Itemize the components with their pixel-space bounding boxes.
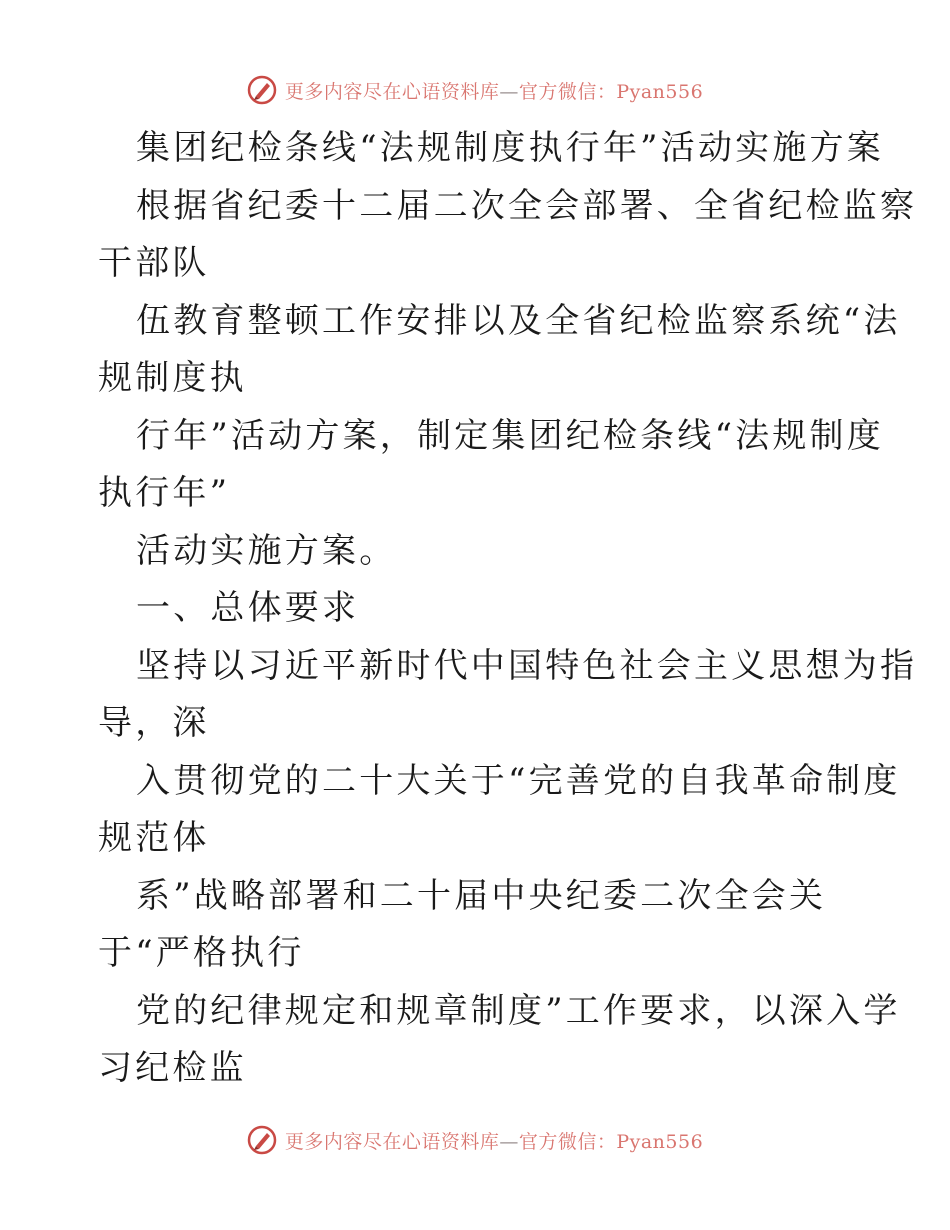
document-line: 规范体 bbox=[98, 818, 210, 858]
document-line: 入贯彻党的二十大关于“完善党的自我革命制度 bbox=[136, 760, 901, 801]
document-body bbox=[98, 120, 918, 1098]
watermark-text: 更多内容尽在心语资料库—官方微信：Pyan556 bbox=[284, 80, 704, 103]
document-line: 一、总体要求 bbox=[136, 588, 360, 628]
document-line: 根据省纪委十二届二次全会部署、全省纪检监察 bbox=[136, 185, 918, 226]
document-line: 行年”活动方案，制定集团纪检条线“法规制度 bbox=[136, 415, 884, 456]
document-line: 活动实施方案。 bbox=[136, 530, 397, 571]
document-line: 坚持以习近平新时代中国特色社会主义思想为指 bbox=[136, 645, 918, 686]
document-line: 习纪检监 bbox=[98, 1048, 247, 1088]
footer-watermark bbox=[0, 1122, 950, 1158]
document-line: 党的纪律规定和规章制度”工作要求，以深入学 bbox=[136, 990, 901, 1031]
document-line: 系”战略部署和二十届中央纪委二次全会关 bbox=[136, 875, 827, 916]
document-line: 于“严格执行 bbox=[98, 933, 305, 973]
watermark-text: 更多内容尽在心语资料库—官方微信：Pyan556 bbox=[284, 1130, 704, 1153]
document-line: 执行年” bbox=[98, 473, 231, 513]
pen-logo-icon bbox=[247, 1125, 277, 1155]
document-line: 集团纪检条线“法规制度执行年”活动实施方案 bbox=[136, 128, 884, 168]
document-line: 规制度执 bbox=[98, 358, 247, 398]
document-line: 伍教育整顿工作安排以及全省纪检监察系统“法 bbox=[136, 300, 901, 341]
header-watermark bbox=[0, 72, 950, 108]
document-line: 干部队 bbox=[98, 243, 210, 283]
document-line: 导，深 bbox=[98, 703, 210, 743]
pen-logo-icon bbox=[247, 75, 277, 105]
